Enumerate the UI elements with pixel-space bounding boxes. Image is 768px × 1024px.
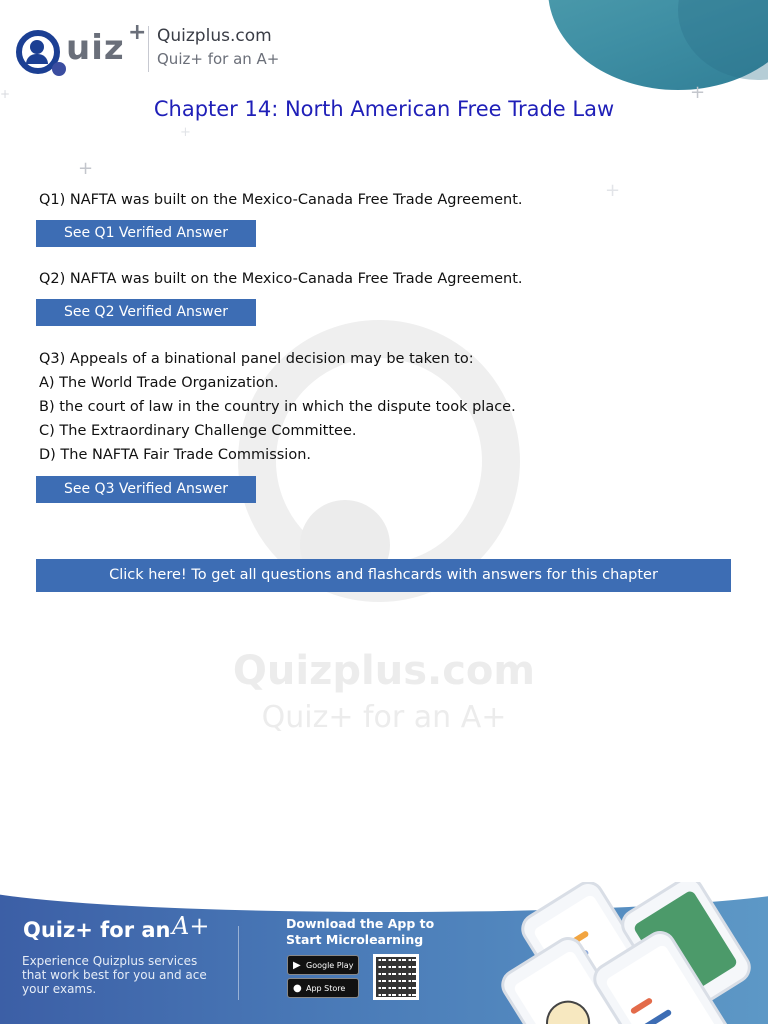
see-q1-answer-button[interactable]: See Q1 Verified Answer [36, 220, 256, 247]
sparkle-icon: + [605, 180, 621, 201]
qr-code[interactable] [373, 954, 419, 1000]
app-store-button[interactable] [287, 978, 359, 998]
quizplus-logo[interactable] [16, 20, 147, 76]
footer-aplus: A+ [172, 912, 210, 940]
question-text: Q3) Appeals of a binational panel decision may be taken to: [39, 351, 474, 367]
footer-download-text: Download the App to Start Microlearning [286, 916, 435, 947]
question-text: Q1) NAFTA was built on the Mexico-Canada Free Trade Agreement. [39, 192, 523, 208]
sparkle-icon: + [690, 82, 706, 103]
footer-brand: Quiz+ for an [23, 918, 171, 942]
watermark-tagline: Quiz+ for an A+ [261, 700, 507, 735]
question-3 [39, 347, 516, 467]
play-triangle-icon: ▶ [293, 960, 301, 971]
logo-q-tail-icon [52, 62, 66, 76]
answer-option-c: C) The Extraordinary Challenge Committee. [39, 423, 357, 439]
answer-option-a: A) The World Trade Organization. [39, 375, 279, 391]
logo-person-head-icon [30, 40, 44, 54]
sparkle-icon: + [78, 158, 94, 179]
answer-option-d: D) The NAFTA Fair Trade Commission. [39, 447, 312, 463]
logo-plus: + [128, 20, 147, 45]
footer-description: Experience Quizplus services that work best for you and ace your exams. [22, 954, 207, 996]
chapter-title: Chapter 14: North American Free Trade Law [153, 97, 615, 121]
google-play-label: Google Play [306, 961, 354, 970]
apple-icon: ● [293, 983, 302, 994]
footer-banner[interactable] [0, 882, 768, 1024]
see-q3-answer-button[interactable]: See Q3 Verified Answer [36, 476, 256, 503]
question-2 [39, 267, 522, 291]
answer-option-b: B) the court of law in the country in which the dispute took place. [39, 399, 516, 415]
sparkle-icon: + [0, 87, 11, 101]
logo-text: uiz [66, 28, 125, 68]
qr-code-pattern [376, 957, 416, 997]
get-all-questions-button[interactable]: Click here! To get all questions and flashcards with answers for this chapter [36, 559, 731, 592]
footer-divider [238, 926, 239, 1000]
see-q2-answer-button[interactable]: See Q2 Verified Answer [36, 299, 256, 326]
watermark-site: Quizplus.com [232, 648, 536, 694]
question-1 [39, 188, 522, 212]
question-text: Q2) NAFTA was built on the Mexico-Canada Free Trade Agreement. [39, 271, 523, 287]
app-store-label: App Store [306, 984, 346, 993]
header-tagline: Quiz+ for an A+ [157, 50, 280, 68]
google-play-button[interactable] [287, 955, 359, 975]
header-divider [148, 26, 149, 72]
sparkle-icon: + [180, 125, 191, 140]
header-site-name: Quizplus.com [157, 26, 272, 46]
